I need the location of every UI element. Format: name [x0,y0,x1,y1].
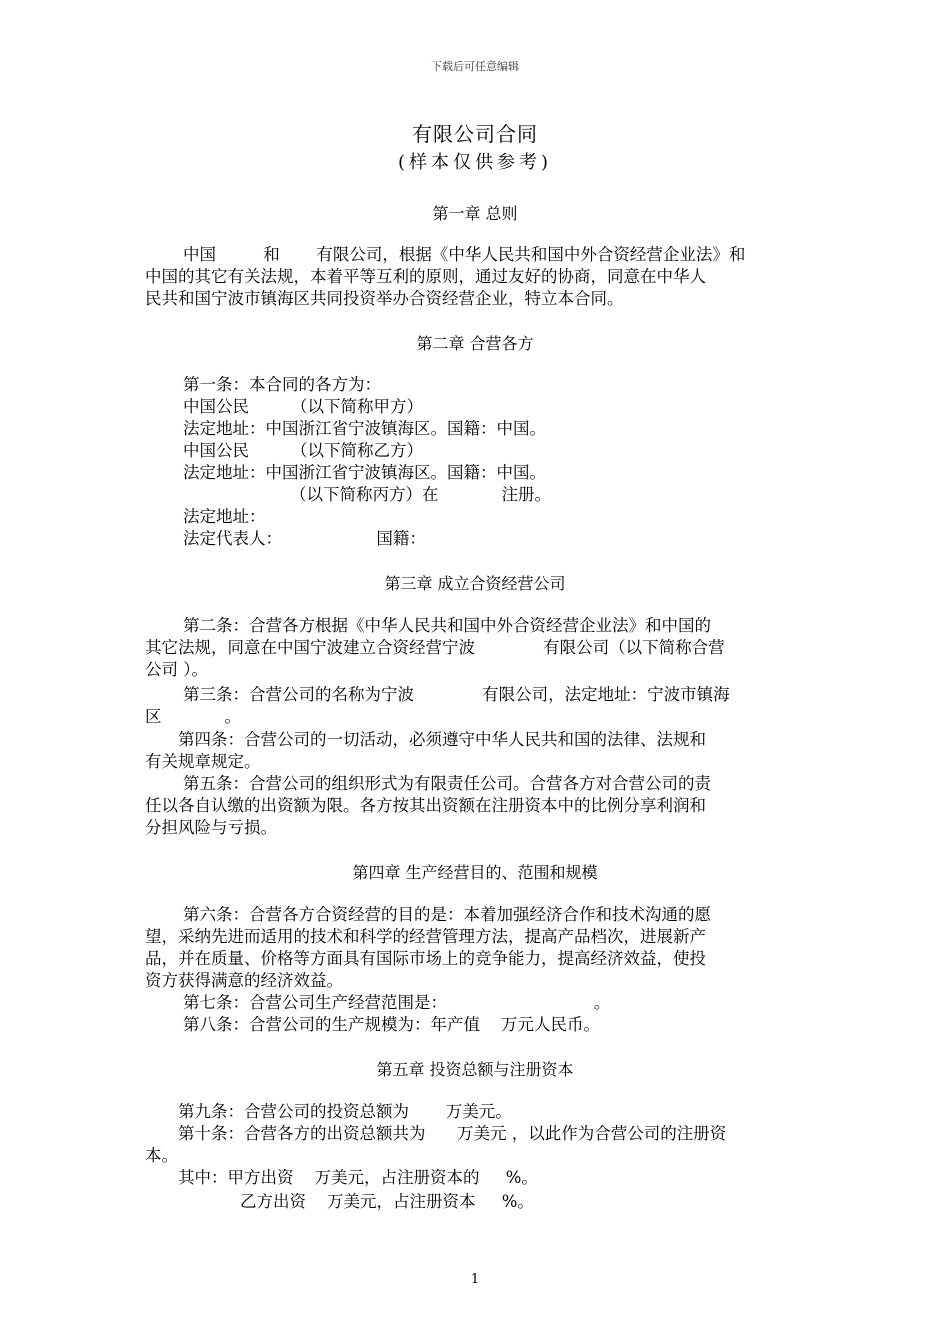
article-10-line: 其中：甲方出资 万美元，占注册资本的 %。 [178,1168,538,1187]
article-1: 第一条：本合同的各方为： [183,375,381,394]
party-c-address: 法定地址： [183,507,266,526]
article-10-line: 第十条：合营各方的出资总额共为 万美元 ，以此作为合营公司的注册资 [178,1124,727,1143]
chapter-4-heading: 第四章 生产经营目的、范围和规模 [352,863,598,882]
article-5-line: 任以各自认缴的出资额为限。各方按其出资额在注册资本中的比例分享利润和 [145,796,706,815]
article-4-line: 有关规章规定。 [145,752,261,771]
article-7-line: 第七条：合营公司生产经营范围是： 。 [183,993,611,1012]
article-6-line: 资方获得满意的经济效益。 [145,971,343,990]
article-6-line: 品，并在质量、价格等方面具有国际市场上的竞争能力，提高经济效益，使投 [145,949,706,968]
header-note: 下载后可任意编辑 [431,60,519,73]
article-9-line: 第九条：合营公司的投资总额为 万美元。 [178,1102,512,1121]
paragraph-line: 中国的其它有关法规，本着平等互利的原则，通过友好的协商，同意在中华人 [145,267,706,286]
paragraph-line: 中国 和 有限公司，根据《中华人民共和国中外合资经营企业法》和 [183,245,746,264]
article-10-line: 乙方出资 万美元，占注册资本 %。 [240,1192,534,1211]
article-6-line: 第六条：合营各方合资经营的目的是：本着加强经济合作和技术沟通的愿 [183,905,711,924]
chapter-3-heading: 第三章 成立合资经营公司 [384,574,566,593]
article-2-line: 公司 ）。 [145,660,208,679]
article-4-line: 第四条：合营公司的一切活动，必须遵守中华人民共和国的法律、法规和 [178,730,706,749]
chapter-5-heading: 第五章 投资总额与注册资本 [376,1060,574,1079]
party-c-representative: 法定代表人： 国籍： [183,529,426,548]
article-6-line: 望，采纳先进而适用的技术和科学的经营管理方法，提高产品档次，进展新产 [145,927,706,946]
party-a-line: 中国公民 （以下简称甲方） [183,397,423,416]
article-8-line: 第八条：合营公司的生产规模为：年产值 万元人民币。 [183,1015,600,1034]
chapter-1-heading: 第一章 总则 [432,204,518,223]
article-2-line: 第二条：合营各方根据《中华人民共和国中外合资经营企业法》和中国的 [183,616,711,635]
article-5-line: 分担风险与亏损。 [145,818,277,837]
document-title: 有限公司合同 [412,122,538,146]
article-10-line: 本。 [145,1146,178,1165]
article-5-line: 第五条：合营公司的组织形式为有限责任公司。合营各方对合营公司的责 [183,774,711,793]
chapter-2-heading: 第二章 合营各方 [416,334,534,353]
paragraph-line: 民共和国宁波市镇海区共同投资举办合资经营企业，特立本合同。 [145,289,624,308]
article-3-line: 区 。 [145,707,241,726]
article-2-line: 其它法规，同意在中国宁波建立合资经营宁波 有限公司（以下简称合营 [145,638,725,657]
page-number: 1 [470,1272,480,1287]
document-subtitle: (样本仅供参考) [397,152,553,173]
party-c-line: （以下简称丙方）在 注册。 [290,485,551,504]
party-b-address: 法定地址：中国浙江省宁波镇海区。国籍：中国。 [183,463,546,482]
article-3-line: 第三条：合营公司的名称为宁波 有限公司，法定地址：宁波市镇海 [183,685,730,704]
party-b-line: 中国公民 （以下简称乙方） [183,441,423,460]
party-a-address: 法定地址：中国浙江省宁波镇海区。国籍：中国。 [183,419,546,438]
